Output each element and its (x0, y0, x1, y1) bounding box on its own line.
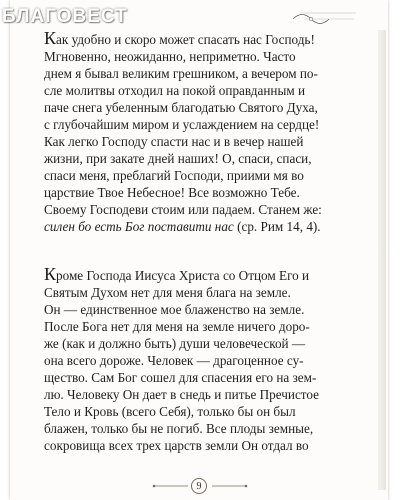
drop-cap: К (44, 28, 57, 48)
text-line-rest: роме Господа Иисуса Христа со Отцом Его и (56, 268, 310, 283)
text-line: днем я бывал великим грешником, а вечером по- (44, 66, 318, 81)
text-line: паче снега убеленным благодатью Святого Духа, (44, 100, 318, 115)
text-line: с глубочайшим миром и услаждением на сердце! (44, 117, 320, 132)
text-line: сле молитвы отходил на покой оправданным и (44, 83, 306, 98)
text-line: сокровища всех трех царств земли Он отдал во (44, 438, 309, 453)
text-line: Святым Духом нет для меня блага на земле. (44, 285, 291, 300)
text-line (44, 30, 375, 48)
drop-cap: К (44, 264, 57, 284)
paragraph-2 (44, 266, 375, 454)
book-page (10, 0, 388, 500)
text-line: Тело и Кровь (всего Себя), только бы он был (44, 404, 296, 419)
text-line: она всего дороже. Человек — драгоценное су- (44, 353, 304, 368)
text-line: же (как и должно быть) души человеческой — (44, 336, 306, 351)
quote-line (44, 218, 375, 235)
text-line-rest: ак удобно и скоро может спасать нас Господь! (56, 32, 315, 47)
text-line: спаси меня, преблагий Господи, приими мя во (44, 168, 304, 183)
text-line: блажен, только бы не погиб. Все плоды земные, (44, 421, 314, 436)
scripture-reference: (ср. Рим 14, 4). (233, 219, 321, 234)
text-line: царствие Твое Небесное! Все возможно Тебе. (44, 185, 300, 200)
text-line: Своему Господеви стоим или падаем. Станем же: (44, 202, 322, 217)
text-line (44, 266, 375, 284)
scripture-quote: силен бо есть Бог поставити нас (44, 219, 234, 234)
text-line: После Бога нет для меня на земле ничего доро- (44, 319, 310, 334)
ornament-icon (291, 12, 331, 26)
text-line: жизни, при закате дней наших! О, спаси, спаси, (44, 151, 312, 166)
text-line: Мгновенно, неожиданно, неприметно. Часто (44, 49, 296, 64)
text-line: щество. Сам Бог сошел для спасения его на зем- (44, 370, 317, 385)
text-line: лю. Человеку Он дает в снедь и питье Пречистое (44, 387, 320, 402)
paragraph-1 (44, 30, 375, 235)
page-footer (150, 478, 250, 494)
text-line: Как легко Господу спасти нас и в вечер нашей (44, 134, 304, 149)
page-number: 9 (191, 478, 207, 494)
text-line: Он — единственное мое блаженство на земле. (44, 302, 305, 317)
watermark-logo: БЛАГОВЕСТ (2, 6, 128, 27)
